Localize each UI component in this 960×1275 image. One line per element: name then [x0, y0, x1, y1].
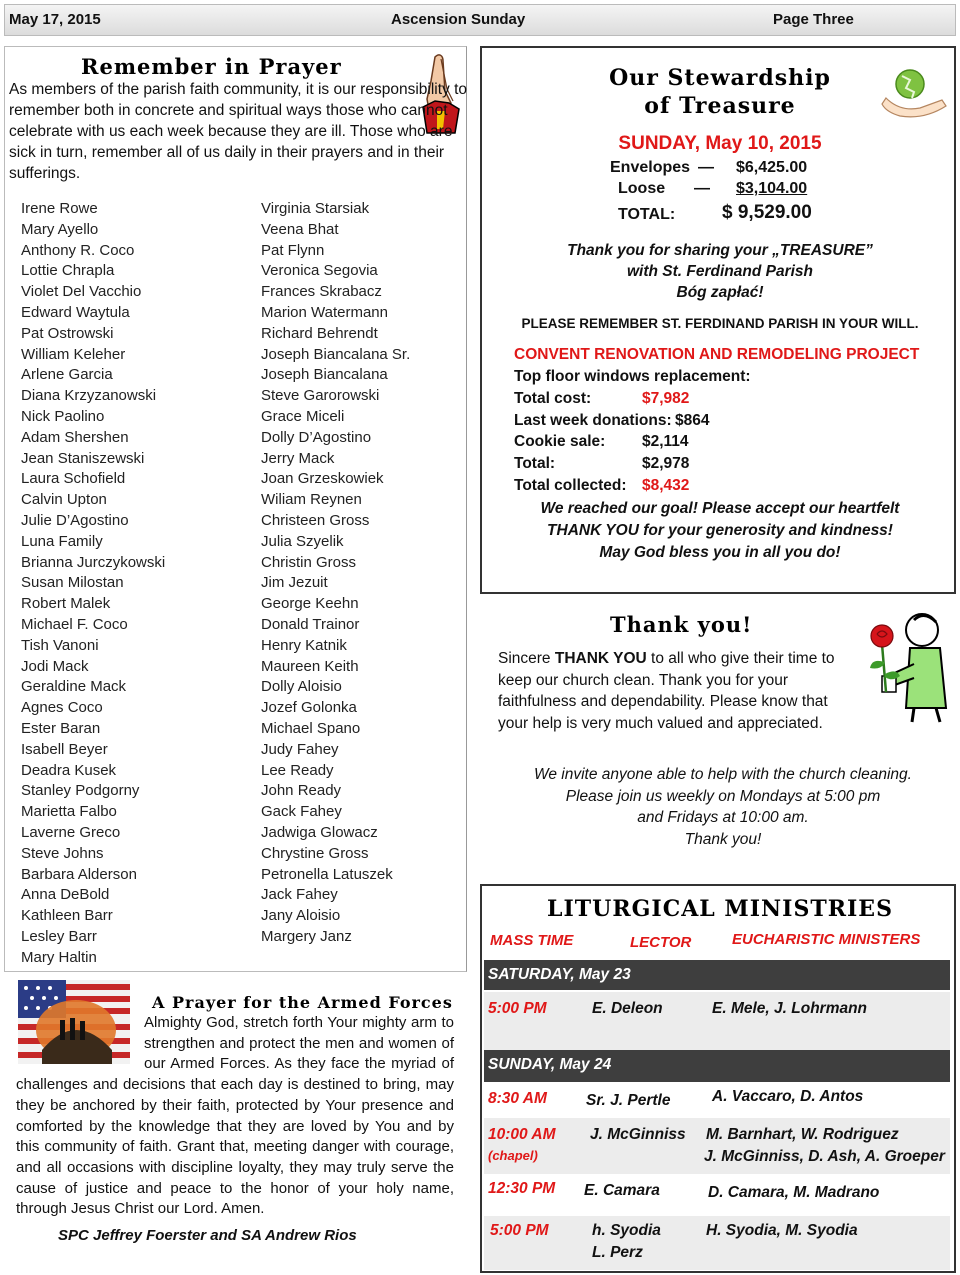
col-lector: LECTOR [630, 934, 692, 951]
lector-name: E. Camara [584, 1182, 660, 1199]
prayer-name: Lesley Barr [21, 927, 97, 945]
thank-you-title: Thank you! [610, 612, 753, 637]
schedule-row [484, 1118, 950, 1174]
schedule-row [484, 1216, 950, 1270]
prayer-name: Julie D’Agostino [21, 511, 129, 529]
prayer-name: Joseph Biancalana Sr. [261, 345, 411, 363]
prayer-name: Christeen Gross [261, 511, 370, 529]
lector-name: J. McGinniss [590, 1126, 686, 1143]
last-week-label: Last week donations: [514, 412, 672, 429]
loose-label: Loose [618, 180, 666, 197]
prayer-name: Calvin Upton [21, 491, 107, 509]
lector-name: E. Deleon [592, 1000, 663, 1017]
prayer-name: Jadwiga Glowacz [261, 823, 378, 841]
prayer-name: Jim Jezuit [261, 574, 328, 592]
convent-project-title: CONVENT RENOVATION AND REMODELING PROJECT [514, 346, 920, 363]
remember-in-will-note: PLEASE REMEMBER ST. FERDINAND PARISH IN YOUR WILL. [521, 316, 919, 331]
prayer-name: Richard Behrendt [261, 324, 378, 342]
saturday-bar: SATURDAY, May 23 [484, 960, 950, 990]
envelopes-value: $6,425.00 [736, 159, 808, 176]
prayer-name: William Keleher [21, 345, 126, 363]
prayer-name: Steve Johns [21, 844, 104, 862]
prayer-name: Jean Staniszewski [21, 449, 145, 467]
remember-intro-text: As members of the parish faith community, it is our responsibility to remember both in concrete and spiritual ways those who cannot celebrate with us each week because they are ill. Those who are sick in turn, remember all of us daily in their prayers and in their sufferings. [9, 81, 467, 182]
prayer-name: Margery Janz [261, 927, 352, 945]
prayer-name: Joan Grzeskowiek [261, 470, 384, 488]
prayer-name: Agnes Coco [21, 699, 103, 717]
armed-forces-prayer-title: A Prayer for the Armed Forces [152, 993, 453, 1012]
stewardship-date: SUNDAY, May 10, 2015 [618, 133, 822, 154]
total-collected-label: Total collected: [514, 477, 627, 494]
prayer-name: Donald Trainor [261, 615, 360, 633]
liturgical-title: LITURGICAL MINISTRIES [547, 896, 893, 922]
mass-time: 12:30 PM [488, 1180, 556, 1197]
lector-name: h. Syodia [592, 1222, 661, 1239]
prayer-name: Gack Fahey [261, 803, 342, 821]
thank-you-text: Sincere THANK YOU to all who give their time to keep our church clean. Thank you for your faithfulness and dependability. Please know that your help is very much valued and appreciated. [498, 650, 835, 732]
prayer-name: Robert Malek [21, 595, 111, 613]
prayer-name: Pat Flynn [261, 241, 325, 259]
prayer-name: Dolly Aloisio [261, 678, 342, 696]
total-value: $ 9,529.00 [722, 202, 812, 223]
prayer-name: Julia Szyelik [261, 532, 344, 550]
prayer-name: Veena Bhat [261, 220, 339, 238]
sunday-bar: SUNDAY, May 24 [484, 1050, 950, 1082]
envelopes-dash: — [698, 159, 714, 176]
prayer-name: Christin Gross [261, 553, 357, 571]
total-cost-label: Total cost: [514, 390, 592, 407]
prayer-name: Susan Milostan [21, 574, 124, 592]
loose-value: $3,104.00 [736, 180, 808, 197]
prayer-name: Anthony R. Coco [21, 241, 135, 259]
prayer-name: Henry Katnik [261, 636, 347, 654]
prayer-name: Steve Garorowski [261, 387, 380, 405]
prayer-name: Barbara Alderson [21, 865, 137, 883]
col-mass-time: MASS TIME [490, 932, 574, 949]
prayer-name: Brianna Jurczykowski [21, 553, 166, 571]
cleaning-invitation: We invite anyone able to help with the church cleaning. Please join us weekly on Mondays at 5:00 pm and Fridays at 10:00 am. Thank you! [534, 766, 912, 848]
prayer-name: Marietta Falbo [21, 803, 117, 821]
prayer-name: John Ready [261, 782, 342, 800]
stewardship-title: Our Stewardship of Treasure [609, 65, 831, 119]
total-cost-value: $7,982 [642, 390, 690, 407]
prayer-name: Deadra Kusek [21, 761, 117, 779]
prayer-name: Isabell Beyer [21, 740, 108, 758]
prayer-name: Mary Haltin [21, 948, 97, 966]
prayer-name: Mary Ayello [21, 220, 99, 238]
prayer-name: Chrystine Gross [261, 844, 369, 862]
prayer-name: Judy Fahey [261, 740, 339, 758]
schedule-row [484, 1084, 950, 1116]
prayer-name: Stanley Podgorny [21, 782, 140, 800]
ministers-names: H. Syodia, M. Syodia [706, 1222, 858, 1239]
cookie-sale-label: Cookie sale: [514, 433, 606, 450]
schedule-row [484, 1176, 950, 1212]
prayer-name: Kathleen Barr [21, 907, 113, 925]
ministers-names: M. Barnhart, W. Rodriguez [706, 1126, 899, 1143]
cookie-sale-value: $2,114 [642, 433, 689, 450]
mass-time: 8:30 AM [488, 1090, 547, 1107]
prayer-name: Jack Fahey [261, 886, 338, 904]
prayer-name: Lee Ready [261, 761, 334, 779]
rose-icon [868, 622, 902, 698]
prayer-name: Joseph Biancalana [261, 366, 388, 384]
soldiers-names: SPC Jeffrey Foerster and SA Andrew Rios [58, 1227, 357, 1244]
ministers-names: J. McGinniss, D. Ash, A. Groeper [704, 1148, 945, 1165]
prayer-name: Grace Miceli [261, 407, 345, 425]
prayer-name: Maureen Keith [261, 657, 359, 675]
prayer-name: Jany Aloisio [261, 907, 341, 925]
prayer-name: Ester Baran [21, 719, 101, 737]
sum-total-label: Total: [514, 455, 556, 472]
lector-name: L. Perz [592, 1244, 643, 1261]
prayer-name: Luna Family [21, 532, 103, 550]
mass-time: 5:00 PM [490, 1222, 549, 1239]
prayer-name: Virginia Starsiak [261, 200, 370, 217]
liturgical-ministries-panel [480, 884, 956, 1273]
ministers-names: D. Camara, M. Madrano [708, 1184, 880, 1201]
prayer-name: Marion Watermann [261, 303, 388, 321]
prayer-name: Jozef Golonka [261, 699, 357, 717]
prayer-name: Violet Del Vacchio [21, 283, 142, 301]
header-page-number: Page Three [773, 11, 854, 28]
prayer-name: George Keehn [261, 595, 359, 613]
lector-name: Sr. J. Pertle [586, 1092, 671, 1109]
mass-location-note: (chapel) [488, 1148, 538, 1163]
goal-reached-message: We reached our goal! Please accept our heartfelt THANK YOU for your generosity and kindness! May God bless you in all you do! [540, 500, 900, 561]
prayer-name: Petronella Latuszek [261, 865, 393, 883]
windows-replacement-label: Top floor windows replacement: [514, 368, 751, 385]
prayer-name: Nick Paolino [21, 407, 105, 425]
prayer-name: Laura Schofield [21, 470, 126, 488]
mass-time: 10:00 AM [488, 1126, 556, 1143]
globe-in-hand-icon [880, 62, 950, 122]
prayer-name: Frances Skrabacz [261, 283, 382, 301]
prayer-name: Edward Waytula [21, 303, 130, 321]
prayer-name: Adam Shershen [21, 428, 129, 446]
envelopes-label: Envelopes [610, 159, 691, 176]
total-collected-value: $8,432 [642, 477, 690, 494]
col-eucharistic-ministers: EUCHARISTIC MINISTERS [732, 931, 921, 948]
prayer-name: Irene Rowe [21, 200, 98, 217]
remember-title: Remember in Prayer [81, 54, 342, 79]
prayer-name: Anna DeBold [21, 886, 110, 904]
prayer-name: Arlene Garcia [21, 366, 113, 384]
header-occasion: Ascension Sunday [391, 11, 526, 28]
prayer-name: Diana Krzyzanowski [21, 387, 157, 405]
page-header [4, 4, 956, 36]
prayer-name: Geraldine Mack [21, 678, 127, 696]
prayer-name: Pat Ostrowski [21, 324, 114, 342]
prayer-name: Tish Vanoni [21, 636, 99, 654]
loose-dash: — [694, 180, 710, 197]
prayer-name: Michael Spano [261, 719, 361, 737]
prayer-name: Jerry Mack [261, 449, 335, 467]
prayer-name: Michael F. Coco [21, 615, 128, 633]
prayer-names-column-1 [21, 199, 165, 968]
prayer-name: Veronica Segovia [261, 262, 378, 280]
armed-forces-prayer-text: Almighty God, stretch forth Your mighty arm to strengthen and protect the men and women of our Armed Forces. As they face the myriad of challenges and decisions that each day is destined to bring, may they be anchored by their faith, protected by Your presence and comforted by the knowledge that they are loved by You and by this community of faith. Grant that, meeting danger with courage, and all occasions with discipline loyalty, they may truly serve the cause of justice and peace to the honor of your holy name, through Jesus Christ our Lord. Amen. [16, 1014, 454, 1218]
schedule-row [484, 992, 950, 1050]
stewardship-panel [480, 46, 956, 594]
prayer-name: Jodi Mack [21, 657, 89, 675]
prayer-name: Lottie Chrapla [21, 262, 115, 280]
header-date: May 17, 2015 [9, 11, 101, 28]
treasure-thanks: Thank you for sharing your „TREASURE” with St. Ferdinand Parish Bóg zapłać! [567, 242, 873, 301]
total-label: TOTAL: [618, 206, 676, 223]
remember-in-prayer-panel [4, 46, 467, 972]
last-week-value: $864 [675, 412, 710, 429]
ministers-names: A. Vaccaro, D. Antos [712, 1088, 864, 1105]
prayer-names-column-2 [261, 199, 410, 948]
sum-total-value: $2,978 [642, 455, 690, 472]
prayer-name: Laverne Greco [21, 823, 121, 841]
ministers-names: E. Mele, J. Lohrmann [712, 1000, 868, 1017]
mass-time: 5:00 PM [488, 1000, 547, 1017]
prayer-name: Wiliam Reynen [261, 491, 362, 509]
prayer-name: Dolly D’Agostino [261, 428, 372, 446]
